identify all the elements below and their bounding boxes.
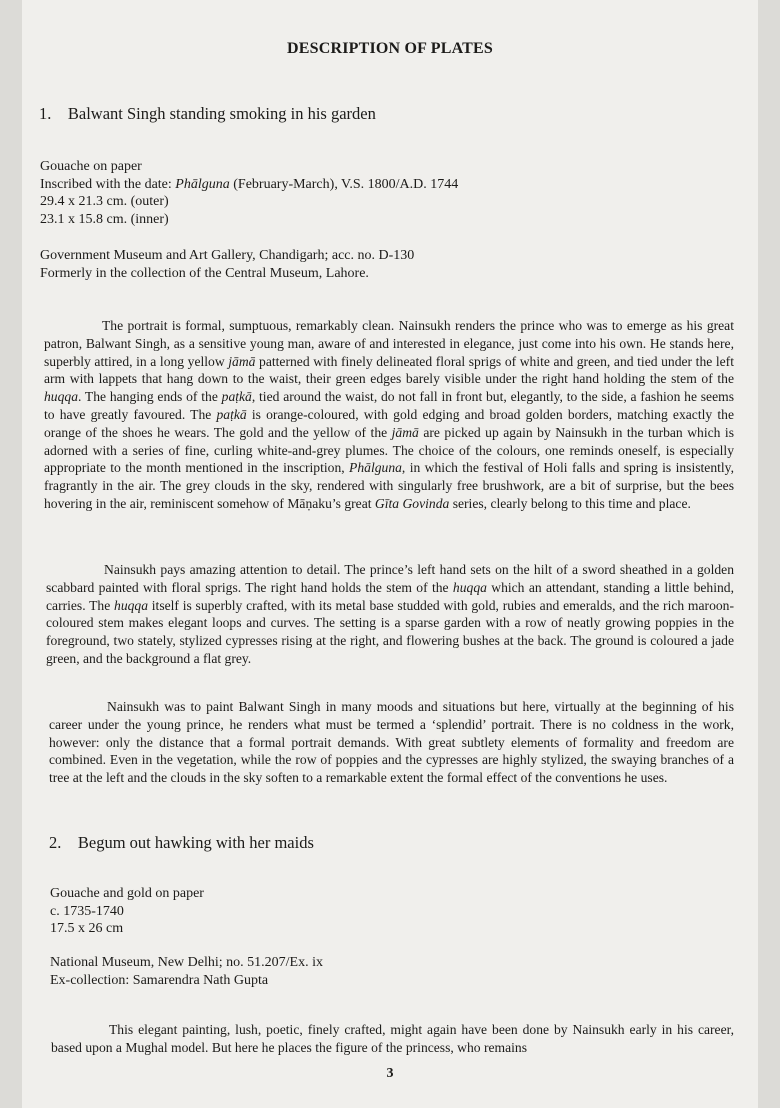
plate-1-paragraph-2: Nainsukh pays amazing attention to detail. The prince’s left hand sets on the hilt of a sword sheathed in a golden scabbard painted with floral sprigs. The right hand holds the stem of the huqqa which an attendant, standing a little behind, carries. The huqqa itself is superbly crafted, with its metal base studded with gold, rubies and emeralds, and the rich maroon-coloured stem makes elegant loops and curves. The setting is a sparse garden with a row of neatly growing poppies in the foreground, two stately, stylized cypresses rising at the right, and flowering bushes at the back. The ground is coloured a jade green, and the background a flat grey. [46,562,734,666]
plate-2-collection [50,954,323,989]
plate-1-size-outer: 29.4 x 21.3 cm. (outer) [40,194,169,210]
plate-1-inscription: Inscribed with the date: Phālguna (February-March), V.S. 1800/A.D. 1744 [40,176,459,192]
plate-1-provenance: Formerly in the collection of the Central Museum, Lahore. [40,265,369,281]
plate-1-medium: Gouache on paper [40,159,142,174]
plate-2-medium: Gouache and gold on paper [50,886,204,901]
plate-2-museum: National Museum, New Delhi; no. 51.207/Ex. ix [50,955,323,970]
page-number: 3 [386,1066,394,1081]
plate-2-heading: 2. Begum out hawking with her maids [49,833,314,852]
plate-1-museum: Government Museum and Art Gallery, Chandigarh; acc. no. D-130 [40,248,415,263]
document-page [22,0,758,1108]
plate-1-paragraph-3: Nainsukh was to paint Balwant Singh in many moods and situations but here, virtually at the beginning of his career under the young prince, he renders what must be termed a ‘splendid’ portrait. There is no coldness in the work, however: only the distance that a formal portrait demands. With great subtlety elements of formality and freedom are combined. Even in the vegetation, while the row of poppies and the cypresses are highly stylized, the swaying branches of a tree at the left and the clouds in the sky soften to a remarkable extent the formal effect of the conventions he uses. [49,699,734,786]
plate-2-size: 17.5 x 26 cm [50,921,124,937]
plate-2-paragraph-1: This elegant painting, lush, poetic, finely crafted, might again have been done by Nainsukh early in his career, based upon a Mughal model. But here he places the figure of the princess, who remains [51,1022,734,1055]
plate-2-date: c. 1735-1740 [50,903,124,919]
plate-2-details [50,885,204,938]
page-title: DESCRIPTION OF PLATES [286,40,493,57]
plate-1-size-inner: 23.1 x 15.8 cm. (inner) [40,211,169,227]
plate-2-provenance: Ex-collection: Samarendra Nath Gupta [50,972,269,988]
plate-1-collection [40,247,414,282]
plate-1-paragraph-1: The portrait is formal, sumptuous, remarkably clean. Nainsukh renders the prince who was to emerge as his great patron, Balwant Singh, as a sensitive young man, aware of and interested in elegance, just come into his own. He stands here, superbly attired, in a long yellow jāmā patterned with finely delineated floral sprigs of white and green, and tied under the left arm with lappets that hang down to the waist, their green edges barely visible under the right hand holding the stem of the huqqa. The hanging ends of the paṭkā, tied around the waist, do not fall in front but, elegantly, to the side, a fashion he seems to have greatly favoured. The paṭkā is orange-coloured, with gold edging and broad golden borders, matching exactly the orange of the shoes he wears. The gold and the yellow of the jāmā are picked up again by Nainsukh in the turban which is adorned with a series of fine, curling white-and-grey plumes. The choice of the colours, one reminds oneself, is especially appropriate to the month mentioned in the inscription, Phālguna, in which the festival of Holi falls and spring is insistently, fragrantly in the air. The grey clouds in the sky, rendered with singularly free brushwork, are a bit of surprise, but the bees hovering in the air, reminiscent somehow of Māṇaku’s great Gīta Govinda series, clearly belong to this time and place. [44,318,734,511]
plate-1-heading: 1. Balwant Singh standing smoking in his garden [39,104,376,123]
plate-1-details [40,158,458,228]
